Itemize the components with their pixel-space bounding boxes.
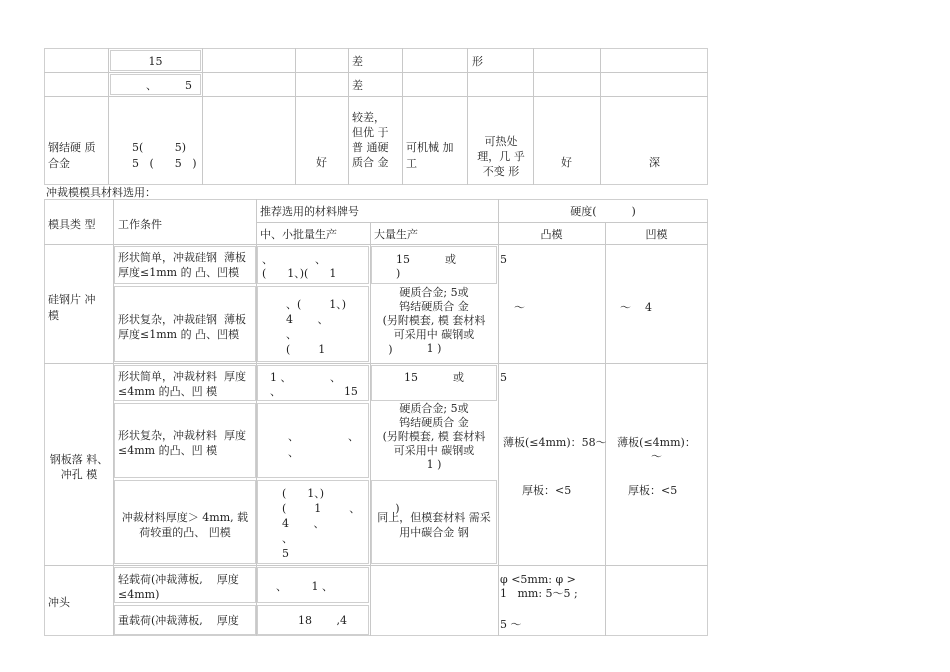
- row-divider: [44, 96, 708, 97]
- die-type-silicon: 硅钢片 冲 模: [48, 293, 96, 322]
- col-header-work-cond: 工作条件: [118, 218, 162, 231]
- section-caption: 冲裁模模具材料选用：: [46, 186, 156, 199]
- col-divider: [498, 199, 499, 636]
- material-name: 钢结硬 质 合金: [48, 141, 96, 170]
- col-header-small-batch: 中、小批量生产: [260, 228, 337, 241]
- mass-material: 15 或: [404, 371, 464, 384]
- cell-value: 较差， 但优 于 普 通硬 质合 金: [352, 111, 389, 169]
- small-batch-material: 1 、 、 、 15: [270, 371, 358, 398]
- die-type-punch: 冲头: [48, 596, 70, 609]
- work-cond: 重载荷(冲裁薄板, 厚度: [118, 614, 239, 627]
- hardness-value: 5: [500, 253, 507, 266]
- col-divider: [348, 48, 349, 185]
- cell-value: 差: [352, 55, 363, 68]
- col-divider: [467, 48, 468, 185]
- col-divider: [533, 48, 534, 185]
- small-batch-material: 、 、 、: [288, 430, 359, 459]
- cell-value: 5( 5) 5 ( 5 ): [132, 141, 197, 170]
- hardness-value: 5 ～: [500, 618, 522, 631]
- cell-value: 可机械 加 工: [406, 141, 454, 170]
- small-batch-material: 、 1 、: [276, 580, 333, 593]
- group-divider: [44, 363, 708, 364]
- work-cond: 形状简单，冲裁硅钢 薄板 厚度≤1mm 的 凸、凹模: [118, 251, 246, 279]
- row-divider: [44, 244, 708, 245]
- col-divider: [202, 48, 203, 185]
- mass-material: 硬质合金; 5或 钨结硬质合 金 (另附模套, 模 套材料 可采用中 碳钢或 1 ): [382, 402, 486, 471]
- mass-material: 硬质合金; 5或 钨结硬质合 金 (另附模套, 模 套材料 可采用中 碳钢或 1 ): [382, 286, 486, 355]
- small-batch-material: ( 1、) ( 1 、 ) 4 、 、 5: [282, 487, 400, 560]
- col-header-mass: 大量生产: [374, 228, 418, 241]
- col-divider: [600, 48, 601, 185]
- hardness-value: 厚板：<5: [522, 484, 572, 497]
- cell-value: 差: [352, 79, 363, 92]
- col-divider: [605, 222, 606, 636]
- col-header-female-die: 凹模: [645, 228, 668, 241]
- hardness-value: ～ 4: [620, 301, 652, 314]
- cell-value: 深: [649, 156, 660, 169]
- hardness-value: 薄板(≤4mm)：58～: [503, 436, 607, 449]
- row-divider: [256, 222, 708, 223]
- col-header-recommend: 推荐选用的材料牌号: [260, 205, 359, 218]
- col-divider: [295, 48, 296, 185]
- cell-value: 可热处 理，几 乎 不变 形: [477, 135, 525, 178]
- work-cond: 形状简单，冲裁材料 厚度 ≤4mm 的凸、凹 模: [118, 370, 246, 398]
- small-batch-material: 、 、 ( 1、)( 1: [262, 253, 337, 280]
- cell-value: 好: [316, 156, 327, 169]
- hardness-value: 薄板(≤4mm)： ～: [617, 436, 696, 463]
- col-header-punch: 凸模: [540, 228, 563, 241]
- work-cond: 形状复杂，冲裁硅钢 薄板 厚度≤1mm 的 凸、凹模: [118, 313, 246, 341]
- hardness-value: φ <5mm: φ > 1 mm: 5～5 ;: [500, 573, 578, 600]
- cell-value: 15: [148, 55, 163, 68]
- col-divider: [402, 48, 403, 185]
- hardness-value: 厚板：<5: [628, 484, 678, 497]
- mass-material: 同上，但模套材料 需采 用中碳合金 钢: [377, 511, 491, 539]
- col-divider: [108, 48, 109, 185]
- work-cond: 轻载荷(冲裁薄板, 厚度 ≤4mm): [118, 573, 239, 601]
- cell-value: 好: [561, 156, 572, 169]
- group-divider: [44, 565, 708, 566]
- cell-value: 形: [472, 55, 483, 68]
- hardness-value: ～: [514, 301, 525, 314]
- col-header-die-type: 模具类 型: [48, 218, 96, 231]
- hardness-value: 5: [500, 371, 507, 384]
- cell-value: 、 5: [146, 79, 192, 92]
- small-batch-material: 18 ,4: [298, 614, 347, 627]
- work-cond: 形状复杂，冲裁材料 厚度 ≤4mm 的凸、凹 模: [118, 429, 246, 457]
- row-divider: [44, 72, 708, 73]
- work-cond: 冲裁材料厚度＞ 4mm, 载 荷较重的凸、 凹模: [121, 511, 249, 539]
- mass-material: 15 或 ): [396, 253, 456, 280]
- small-batch-material: 、( 1、) 4 、 、 ( 1 ): [286, 298, 393, 356]
- col-header-hardness: 硬度( ): [570, 205, 636, 218]
- die-type-steel: 钢板落 料、 冲孔 模: [49, 453, 109, 481]
